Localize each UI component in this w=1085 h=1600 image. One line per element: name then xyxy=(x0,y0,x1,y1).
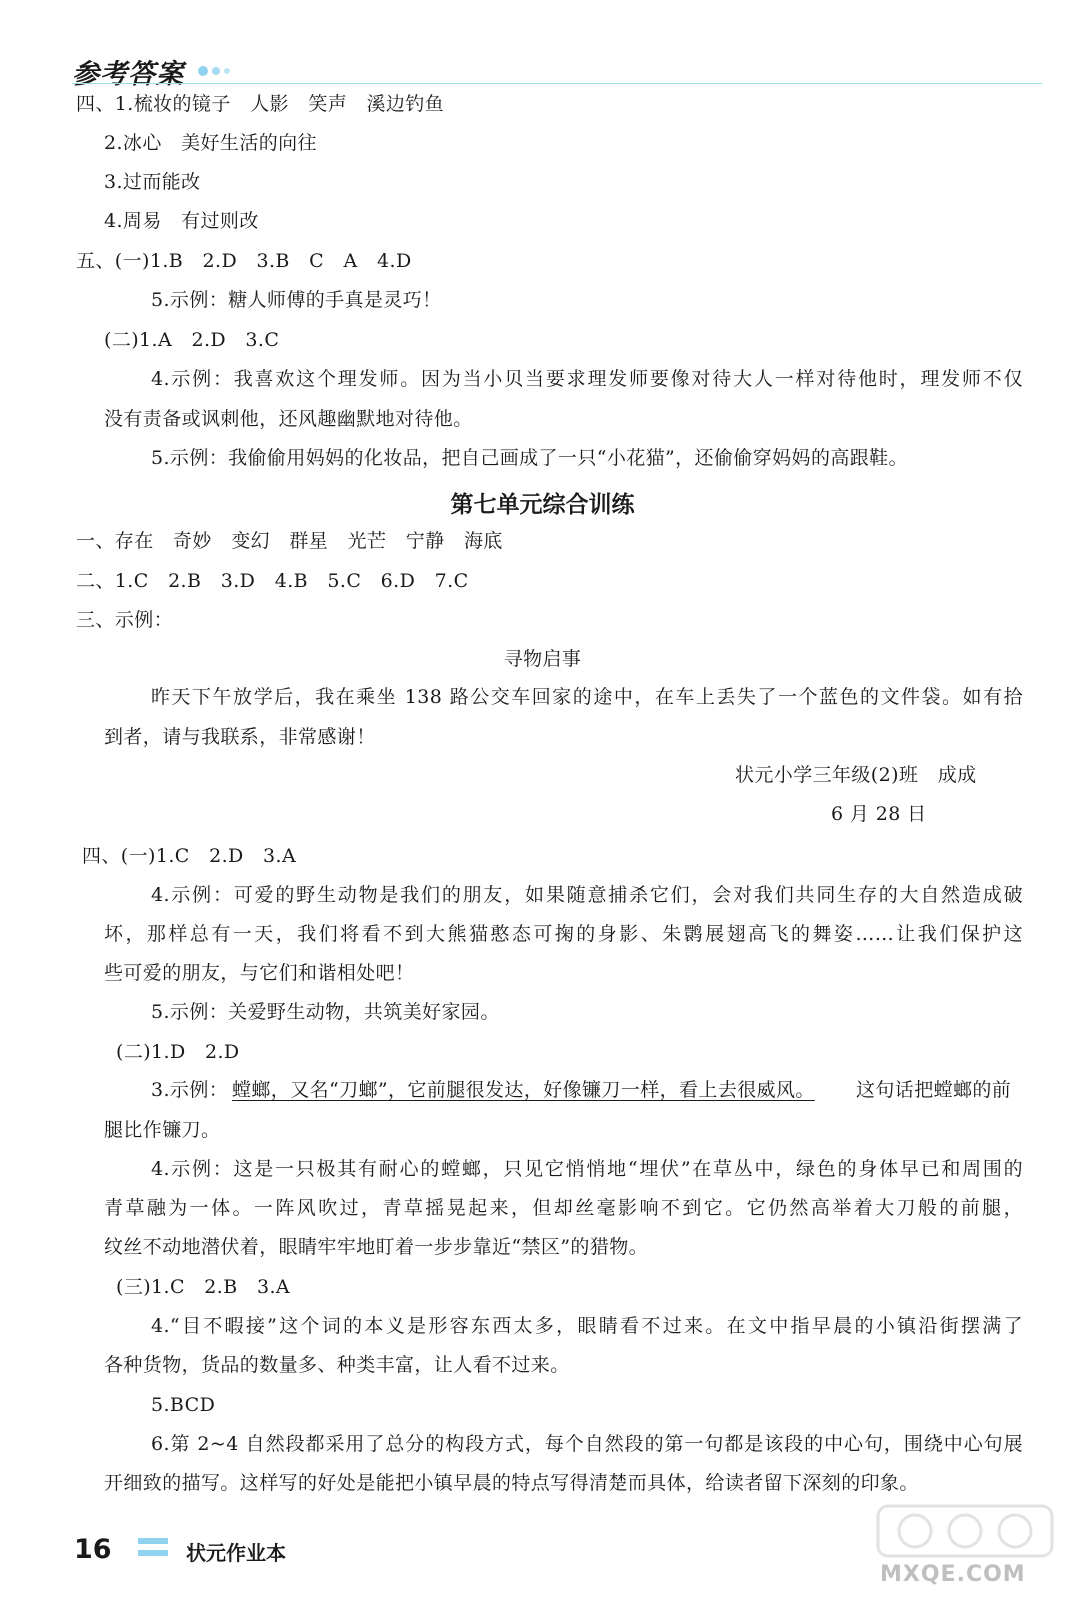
unit7-answer-1: 一、存在 奇妙 变幻 群星 光芒 宁静 海底 xyxy=(76,530,503,552)
page-header xyxy=(72,52,184,91)
unit7-answer-4-2-4-line1: 4.示例：这是一只极其有耐心的螳螂，只见它悄悄地“埋伏”在草丛中，绿色的身体早已和周围的 xyxy=(151,1158,1023,1180)
unit7-answer-4-2-4-line2: 青草融为一体。一阵风吹过，青草摇晃起来，但却丝毫影响不到它。它仍然高举着大刀般的前腿， xyxy=(104,1197,1023,1219)
unit7-answer-4-2-3-explain: 这句话把螳螂的前 xyxy=(856,1079,1012,1101)
notice-body-line2: 到者，请与我联系，非常感谢！ xyxy=(104,726,376,748)
page-number: 16 xyxy=(74,1534,112,1565)
unit7-answer-4-3-4-line2: 各种货物，货品的数量多、种类丰富，让人看不过来。 xyxy=(104,1354,570,1376)
answer-4-4: 4.周易 有过则改 xyxy=(104,210,259,232)
header-divider xyxy=(72,83,1042,84)
notice-title: 寻物启事 xyxy=(503,648,582,670)
answer-5-2-5: 5.示例：我偷偷用妈妈的化妆品，把自己画成了一只“小花猫”，还偷偷穿妈妈的高跟鞋。 xyxy=(151,447,908,469)
unit7-answer-4-3-6-line1: 6.第 2~4 自然段都采用了总分的构段方式，每个自然段的第一句都是该段的中心句，围绕中心句展 xyxy=(151,1433,1023,1455)
answer-5-1: 五、(一)1.B 2.D 3.B C A 4.D xyxy=(76,250,412,272)
unit7-answer-3: 三、示例： xyxy=(76,609,174,631)
notice-body-line1: 昨天下午放学后，我在乘坐 138 路公交车回家的途中，在车上丢失了一个蓝色的文件袋。如有拾 xyxy=(151,686,1023,708)
unit7-answer-4-1-4-line1: 4.示例：可爱的野生动物是我们的朋友，如果随意捕杀它们，会对我们共同生存的大自然造成破 xyxy=(151,884,1023,906)
unit7-answer-4-3-5: 5.BCD xyxy=(151,1394,216,1416)
unit7-answer-4-1: 四、(一)1.C 2.D 3.A xyxy=(82,845,297,867)
unit7-answer-4-2: (二)1.D 2.D xyxy=(116,1041,240,1063)
unit7-answer-4-3-6-line2: 开细致的描写。这样写的好处是能把小镇早晨的特点写得清楚而具体，给读者留下深刻的印象。 xyxy=(104,1472,919,1494)
section-heading: 第七单元综合训练 xyxy=(450,492,635,518)
unit7-answer-4-2-4-line3: 纹丝不动地潜伏着，眼睛牢牢地盯着一步步靠近“禁区”的猎物。 xyxy=(104,1236,649,1258)
unit7-answer-4-1-5: 5.示例：关爱野生动物，共筑美好家园。 xyxy=(151,1001,500,1023)
unit7-answer-4-2-3-label: 3.示例： xyxy=(151,1079,229,1101)
unit7-answer-4-3-4-line1: 4.“目不暇接”这个词的本义是形容东西太多，眼睛看不过来。在文中指早晨的小镇沿街摆满了 xyxy=(151,1315,1023,1337)
answer-4-1: 四、1.梳妆的镜子 人影 笑声 溪边钓鱼 xyxy=(76,93,445,115)
answer-5-2-4-line1: 4.示例：我喜欢这个理发师。因为当小贝当要求理发师要像对待大人一样对待他时，理发师不仅 xyxy=(151,368,1023,390)
unit7-answer-4-1-4-line2: 坏，那样总有一天，我们将看不到大熊猫憨态可掬的身影、朱鹮展翅高飞的舞姿……让我们保护这 xyxy=(104,923,1023,945)
unit7-answer-2: 二、1.C 2.B 3.D 4.B 5.C 6.D 7.C xyxy=(76,570,469,592)
header-title: 参考答案 xyxy=(72,59,184,90)
footer-brand: 状元作业本 xyxy=(186,1541,286,1565)
underlined-sentence: 螳螂，又名“刀螂”，它前腿很发达，好像镰刀一样，看上去很威风。 xyxy=(232,1079,815,1101)
answer-4-2: 2.冰心 美好生活的向往 xyxy=(104,132,317,154)
page-footer xyxy=(74,1534,112,1565)
watermark-text: MXQE.COM xyxy=(880,1562,1026,1587)
unit7-answer-4-3: (三)1.C 2.B 3.A xyxy=(116,1276,291,1298)
answer-5-1-5: 5.示例：糖人师傅的手真是灵巧！ xyxy=(151,289,442,311)
unit7-answer-4-1-4-line3: 些可爱的朋友，与它们和谐相处吧！ xyxy=(104,962,415,984)
unit7-answer-4-2-3-line2: 腿比作镰刀。 xyxy=(104,1119,221,1141)
answer-5-2: (二)1.A 2.D 3.C xyxy=(104,329,280,351)
notice-date: 6 月 28 日 xyxy=(831,803,927,825)
notice-signature: 状元小学三年级(2)班 成成 xyxy=(735,764,977,786)
answer-4-3: 3.过而能改 xyxy=(104,171,201,193)
answer-5-2-4-line2: 没有责备或讽刺他，还风趣幽默地对待他。 xyxy=(104,408,473,430)
